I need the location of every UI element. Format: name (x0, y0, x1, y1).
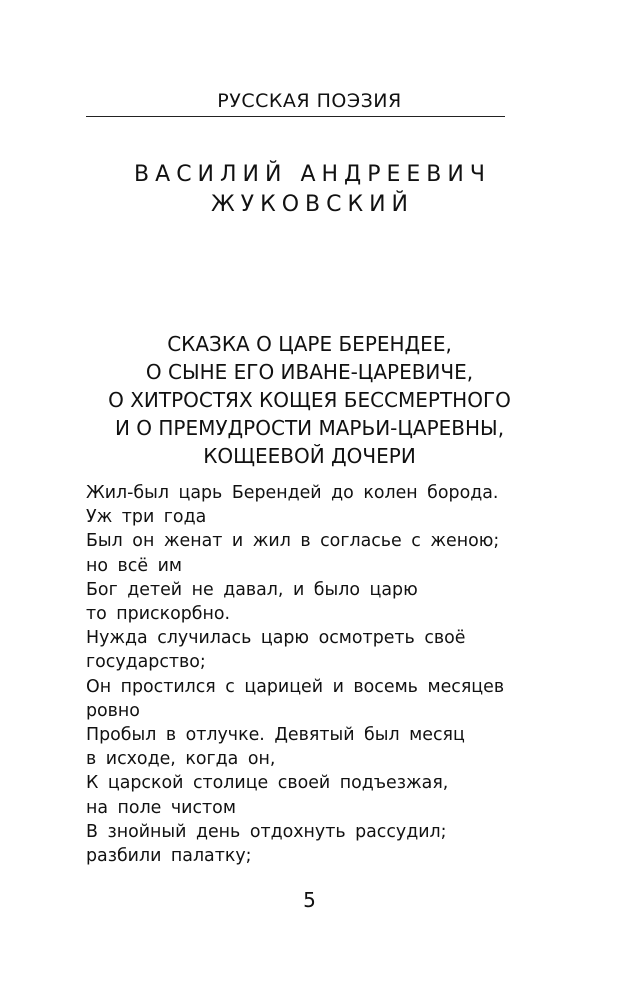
author-name-line-1: ВАСИЛИЙ АНДРЕЕВИЧ (134, 162, 491, 187)
title-line: СКАЗКА О ЦАРЕ БЕРЕНДЕЕ, (167, 332, 452, 356)
poem-line: но всё им (86, 555, 182, 576)
title-line: КОЩЕЕВОЙ ДОЧЕРИ (203, 444, 416, 468)
poem-line: В знойный день отдохнуть рассудил; (86, 821, 447, 842)
header-rule (86, 116, 505, 117)
poem-line: Жил-был царь Берендей до колен борода. (86, 483, 499, 503)
work-title (0, 330, 619, 470)
running-head: РУССКАЯ ПОЭЗИЯ (217, 90, 402, 112)
poem-line: Уж три года (86, 507, 207, 528)
title-line: О ХИТРОСТЯХ КОЩЕЯ БЕССМЕРТНОГО (108, 388, 511, 412)
poem-line: Пробыл в отлучке. Девятый был месяц (86, 725, 465, 746)
poem-line: К царской столице своей подъезжая, (86, 773, 449, 794)
poem-line: то прискорбно. (86, 604, 231, 625)
poem-line: ровно (86, 700, 140, 721)
poem-line: Был он женат и жил в согласье с женою; (86, 531, 500, 552)
poem-line: разбили палатку; (86, 846, 252, 867)
poem-line: Нужда случилась царю осмотреть своё (86, 628, 466, 649)
poem-line: Он простился с царицей и восемь месяцев (86, 676, 505, 697)
author-name (0, 160, 619, 220)
poem-text (86, 481, 504, 868)
poem-line: в исходе, когда он, (86, 749, 276, 770)
page-number: 5 (303, 888, 316, 912)
author-name-line-2: ЖУКОВСКИЙ (210, 192, 415, 217)
poem-line: государство; (86, 652, 206, 673)
poem-line: на поле чистом (86, 797, 236, 818)
poem-line: Бог детей не давал, и было царю (86, 579, 418, 600)
title-line: И О ПРЕМУДРОСТИ МАРЬИ-ЦАРЕВНЫ, (114, 416, 505, 440)
title-line: О СЫНЕ ЕГО ИВАНЕ-ЦАРЕВИЧЕ, (145, 360, 474, 384)
